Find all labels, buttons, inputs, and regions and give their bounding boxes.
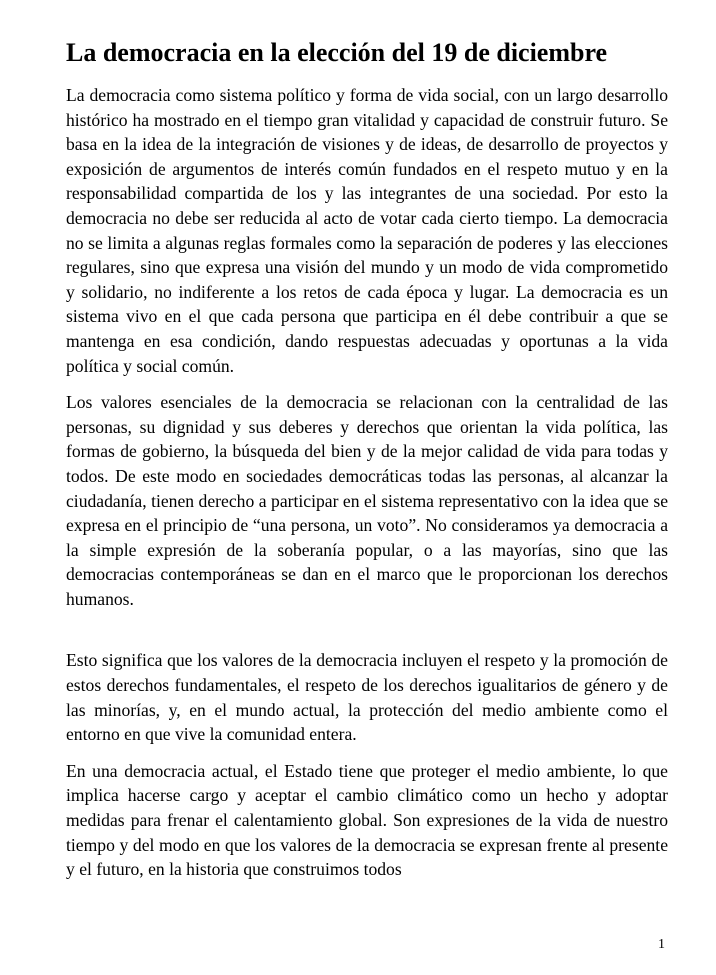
paragraph-4: En una democracia actual, el Estado tiene que proteger el medio ambiente, lo que implica hacerse cargo y aceptar el cambio climático como un hecho y adoptar medidas para frenar el calentamiento global. Son expresiones de la vida de nuestro tiempo y del modo en que los valores de la democracia se expresan frente al presente y el futuro, en la historia que construimos todos	[66, 760, 668, 880]
paragraph-3: Esto significa que los valores de la democracia incluyen el respeto y la promoción de estos derechos fundamentales, el respeto de los derechos igualitarios de género y de las minorías, y, en el mundo actual, la protección del medio ambiente como el entorno en que vive la comunidad entera.	[66, 650, 668, 745]
page-number: 1	[658, 937, 665, 952]
paragraph-2: Los valores esenciales de la democracia se relacionan con la centralidad de las personas, su dignidad y sus deberes y derechos que orientan la vida política, las formas de gobierno, la búsqueda del bien y de la mejor calidad de vida para todas y todos. De este modo en sociedades democráticas todas las personas, al alcanzar la ciudadanía, tienen derecho a participar en el sistema representativo con la idea que se expresa en el principio de “una persona, un voto”. No consideramos ya democracia a la simple expresión de la soberanía popular, o a las mayorías, sino que las democracias contemporáneas se dan en el marco que le proporcionan los derechos humanos.	[66, 392, 668, 609]
paragraph-1: La democracia como sistema político y forma de vida social, con un largo desarrollo histórico ha mostrado en el tiempo gran vitalidad y capacidad de construir futuro. Se basa en la idea de la integración de visiones y de ideas, de desarrollo de proyectos y exposición de argumentos de interés común fundados en el respeto mutuo y en la responsabilidad compartida de los y las integrantes de una sociedad. Por esto la democracia no debe ser reducida al acto de votar cada cierto tiempo. La democracia no se limita a algunas reglas formales como la separación de poderes y las elecciones regulares, sino que expresa una visión del mundo y un modo de vida comprometido y solidario, no indiferente a los retos de cada época y lugar. La democracia es un sistema vivo en el que cada persona que participa en él debe contribuir a que se mantenga en esa condición, dando respuestas adecuadas y oportunas a la vida política y social común.	[66, 85, 668, 376]
page-title: La democracia en la elección del 19 de diciembre	[66, 38, 608, 67]
document-body	[66, 83, 668, 882]
